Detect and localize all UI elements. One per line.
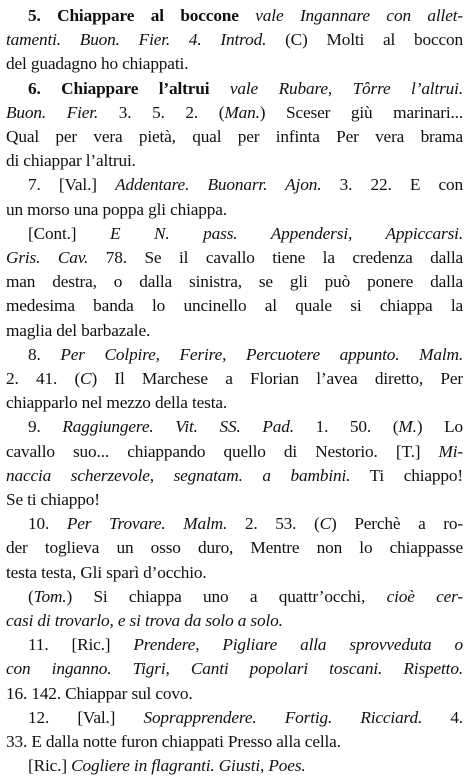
text-run: tamenti. Buon. Fier. 4. Introd. [6, 30, 267, 50]
text-line [6, 512, 463, 536]
text-line [6, 488, 463, 512]
text-run: chiapparlo nel mezzo della testa. [6, 393, 228, 413]
text-run: Per Colpire, Ferire, Percuotere appunto. Malm. [60, 344, 463, 364]
text-run: medesima banda lo uncinello al quale si chiappa la [6, 296, 463, 316]
text-line [6, 149, 463, 173]
text-line [6, 415, 463, 439]
text-line [6, 464, 463, 488]
text-run: Ti chiappo! [350, 465, 463, 485]
text-line [6, 77, 463, 101]
text-run: Qual per vera pietà, qual per infinta Per vera brama [6, 127, 463, 147]
text-run: 9. [28, 417, 63, 437]
text-run: ) Si chiappa uno a quattr’occhi, [66, 586, 387, 606]
text-line [6, 173, 463, 197]
text-line [6, 585, 463, 609]
text-run: 6. Chiappare l’altrui [28, 78, 210, 98]
text-run: un morso una poppa gli chiappa. [6, 199, 227, 219]
text-line [6, 754, 463, 778]
text-run: testa testa, Gli sparì d’occhio. [6, 562, 207, 582]
text-line [6, 294, 463, 318]
text-line [6, 706, 463, 730]
text-run: Buon. Fier. [6, 102, 99, 122]
text-run: man destra, o dalla sinistra, se gli può ponere dalla [6, 272, 463, 292]
text-line [6, 633, 463, 657]
text-run: Man. [224, 102, 260, 122]
text-run: 8. [28, 344, 61, 364]
text-run: M. [398, 417, 417, 437]
text-run: del guadagno ho chiappati. [6, 54, 189, 74]
text-run: maglia del barbazale. [6, 320, 151, 340]
text-run: 78. Se il cavallo tiene la credenza dalla [88, 248, 464, 268]
text-run: C [319, 514, 332, 534]
text-run: [Ric.] [28, 756, 72, 776]
text-run: casi di trovarlo, e si trova da solo a solo. [6, 611, 283, 631]
text-run: con inganno. Tigri, Canti popolari toscani. Rispetto. [6, 659, 463, 679]
text-line [6, 682, 463, 706]
text-run: cavallo suo... chiappando quello di Nestorio. [T.] [6, 441, 439, 461]
text-run: 33. E dalla notte furon chiappati Presso alla cella. [6, 732, 341, 752]
text-run: ( [28, 586, 34, 606]
text-line [6, 367, 463, 391]
text-run: der toglieva un osso duro, Mentre non lo chiappasse [6, 538, 463, 558]
text-line [6, 222, 463, 246]
text-run: Cogliere in flagranti. Giusti, Poes. [71, 756, 306, 776]
text-run: Raggiungere. Vit. SS. Pad. [62, 417, 294, 437]
text-line [6, 561, 463, 585]
text-run: Mi- [438, 441, 463, 461]
text-run: ) Lo [416, 417, 464, 437]
text-run: ) Perchè a ro- [331, 514, 464, 534]
text-run: C [80, 369, 92, 389]
text-run: Gris. Cav. [6, 248, 89, 268]
text-line [6, 125, 463, 149]
text-run [239, 6, 255, 25]
text-line [6, 657, 463, 681]
text-line [6, 4, 463, 28]
text-line [6, 730, 463, 754]
text-run: vale Ingannare con allet- [255, 6, 463, 25]
text-run: ) Sceser giù marinari... [259, 102, 463, 122]
text-line [6, 440, 463, 464]
text-line [6, 246, 463, 270]
text-run: 11. [Ric.] [28, 635, 134, 655]
text-run: [Cont.] [28, 223, 110, 243]
text-run: 16. 142. Chiappar sul covo. [6, 683, 193, 703]
text-line [6, 391, 463, 415]
text-run: Addentare. Buonarr. Ajon. [115, 175, 322, 195]
text-run: (C) Molti al boccon [266, 30, 463, 50]
text-run: Per Trovare. Malm. [66, 514, 228, 534]
text-run: 3. 22. E con [321, 175, 463, 195]
text-run: Soprapprendere. Fortig. Ricciard. [143, 707, 423, 727]
text-run: di chiappar l’altrui. [6, 151, 136, 171]
text-line [6, 536, 463, 560]
text-run: 2. 41. ( [6, 369, 81, 389]
text-line [6, 28, 463, 52]
text-run: vale Rubare, Tôrre l’altrui. [229, 78, 463, 98]
text-line [6, 609, 463, 633]
text-run: 4. [422, 707, 463, 727]
text-run: 1. 50. ( [293, 417, 399, 437]
text-line [6, 101, 463, 125]
text-run: 2. 53. ( [227, 514, 320, 534]
text-line [6, 270, 463, 294]
text-run: 7. [Val.] [28, 175, 116, 195]
text-run: Se ti chiappo! [6, 490, 100, 510]
text-line [6, 343, 463, 367]
text-run: Prendere, Pigliare alla sprovveduta o [133, 635, 463, 655]
text-run: 5. Chiappare al boccone [28, 6, 239, 25]
text-line [6, 52, 463, 76]
text-run: cioè cer- [386, 586, 463, 606]
text-run: naccia scherzevole, segnatam. a bambini. [6, 465, 351, 485]
text-run: Tom. [33, 586, 67, 606]
text-line [6, 198, 463, 222]
text-run: 12. [Val.] [28, 707, 144, 727]
text-run: 3. 5. 2. ( [98, 102, 225, 122]
text-run: 10. [28, 514, 67, 534]
text-run [209, 79, 230, 98]
text-run: E N. pass. Appendersi, Appiccarsi. [110, 223, 463, 243]
text-line [6, 319, 463, 343]
text-run: ) Il Marchese a Florian l’avea diretto, Per [91, 369, 463, 389]
